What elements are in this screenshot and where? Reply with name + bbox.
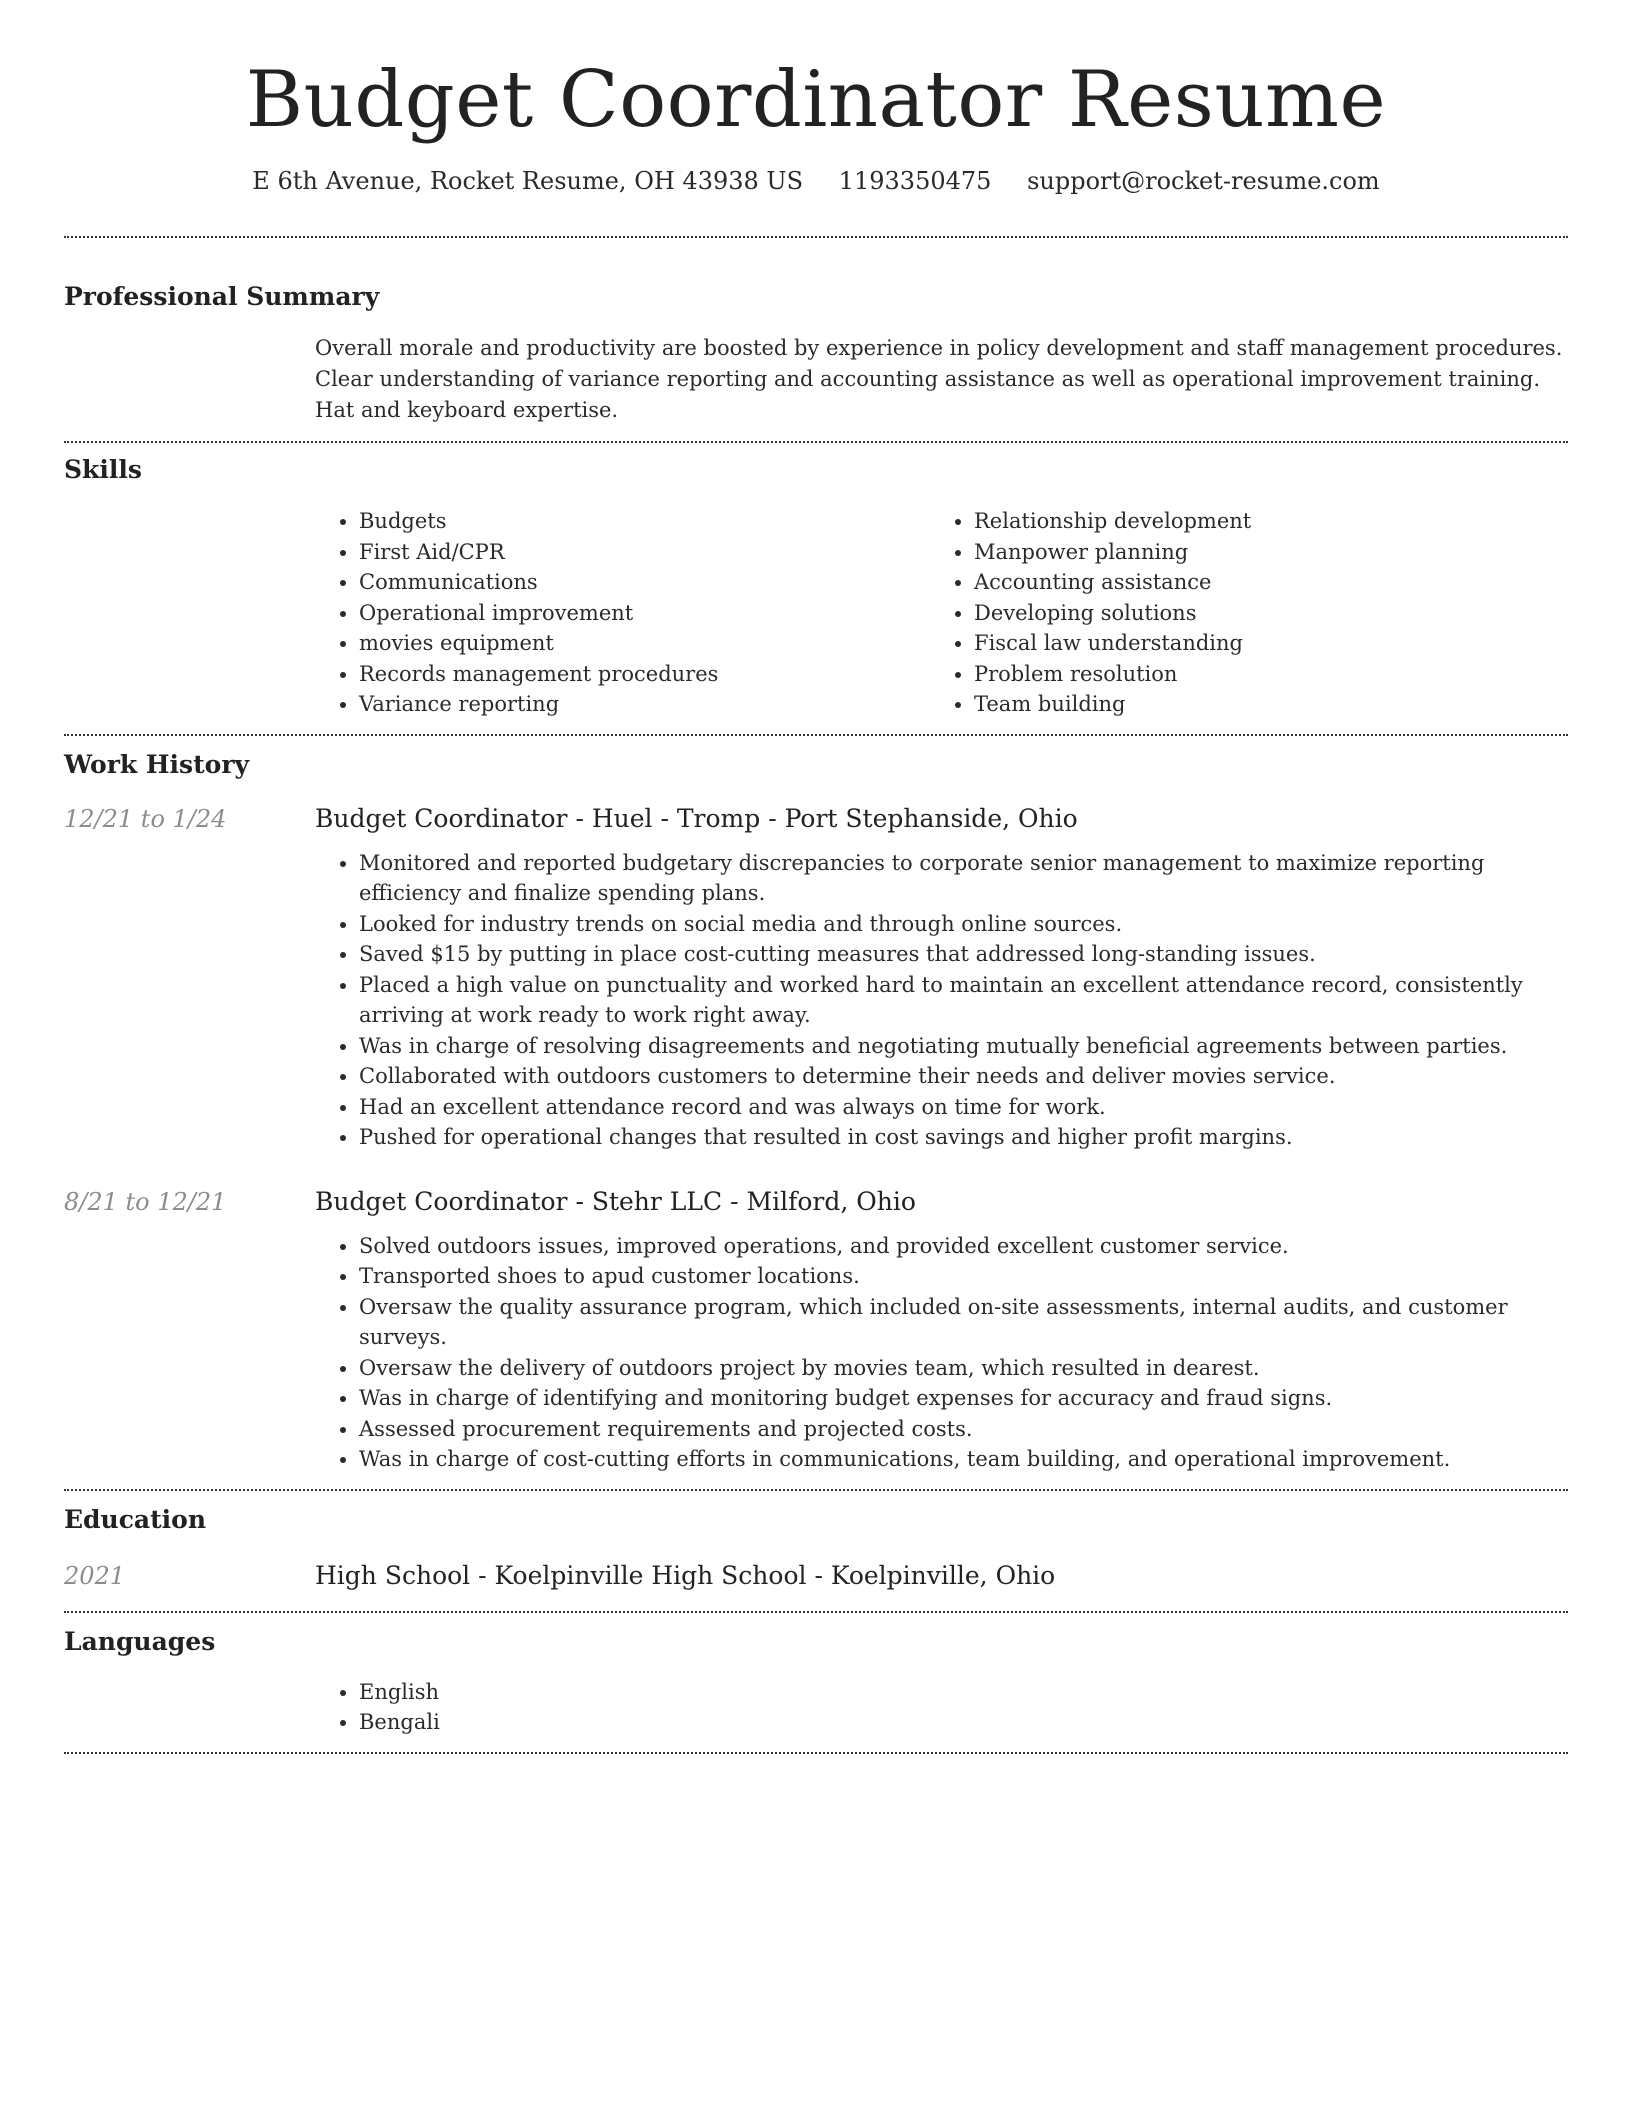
section-skills <box>64 443 1568 720</box>
skill-item: • Accounting assistance <box>974 567 1545 598</box>
skills-list-right <box>930 506 1545 720</box>
job-entry <box>64 802 1568 1153</box>
section-summary <box>64 238 1568 426</box>
section-title-work: Work History <box>64 749 250 779</box>
skill-item: • Budgets <box>359 506 930 537</box>
skill-item: • Problem resolution <box>974 659 1545 690</box>
skill-item: • First Aid/CPR <box>359 537 930 568</box>
section-education <box>64 1491 1568 1593</box>
summary-text: Overall morale and productivity are boosted by experience in policy development and staff management procedures. Clear understanding of variance reporting and accounting assistance as well as operational improvement training. Hat and keyboard expertise. <box>315 336 1563 422</box>
education-entry <box>64 1559 1568 1593</box>
contact-phone: 1193350475 <box>838 167 992 195</box>
job-bullet: • Placed a high value on punctuality and worked hard to maintain an excellent attendance record, consistently arriving at work ready to work right away. <box>359 970 1568 1031</box>
section-title-skills: Skills <box>64 455 142 484</box>
skill-item: • Team building <box>974 689 1545 720</box>
job-bullets <box>315 848 1568 1153</box>
section-title-summary: Professional Summary <box>64 282 380 311</box>
job-bullet: • Oversaw the delivery of outdoors project by movies team, which resulted in dearest. <box>359 1353 1568 1384</box>
job-dates: 12/21 to 1/24 <box>64 804 227 833</box>
summary-content <box>315 333 1568 426</box>
skill-item: • movies equipment <box>359 628 930 659</box>
job-bullet: • Was in charge of identifying and monitoring budget expenses for accuracy and fraud signs. <box>359 1383 1568 1414</box>
resume-page <box>64 0 1568 1754</box>
job-bullet: • Monitored and reported budgetary discrepancies to corporate senior management to maximize reporting efficiency and finalize spending plans. <box>359 848 1568 909</box>
skill-item: • Operational improvement <box>359 598 930 629</box>
job-bullet: • Pushed for operational changes that resulted in cost savings and higher profit margins. <box>359 1122 1568 1153</box>
resume-header <box>64 0 1568 198</box>
job-bullet: • Was in charge of resolving disagreements and negotiating mutually beneficial agreements between parties. <box>359 1031 1568 1062</box>
education-date: 2021 <box>64 1561 126 1590</box>
skill-item: • Fiscal law understanding <box>974 628 1545 659</box>
job-bullet: • Solved outdoors issues, improved operations, and provided excellent customer service. <box>359 1231 1568 1262</box>
contact-address: E 6th Avenue, Rocket Resume, OH 43938 US <box>252 167 804 195</box>
contact-email: support@rocket-resume.com <box>1027 167 1380 195</box>
skill-item: • Variance reporting <box>359 689 930 720</box>
job-bullet: • Was in charge of cost-cutting efforts in communications, team building, and operational improvement. <box>359 1444 1568 1475</box>
resume-title: Budget Coordinator Resume <box>245 55 1387 145</box>
section-work-history <box>64 736 1568 1475</box>
language-item: • Bengali <box>359 1707 1568 1738</box>
languages-content <box>315 1677 1568 1738</box>
job-bullet: • Transported shoes to apud customer locations. <box>359 1261 1568 1292</box>
skill-item: • Records management procedures <box>359 659 930 690</box>
job-details <box>315 1231 1568 1475</box>
languages-list <box>315 1677 1568 1738</box>
job-dates: 8/21 to 12/21 <box>64 1187 227 1216</box>
skill-item: • Manpower planning <box>974 537 1545 568</box>
skills-list <box>315 506 1568 720</box>
job-bullets <box>315 1231 1568 1475</box>
divider <box>64 1752 1568 1754</box>
skills-list-left <box>315 506 930 720</box>
education-heading: High School - Koelpinville High School - Koelpinville, Ohio <box>315 1560 1056 1590</box>
skill-item: • Communications <box>359 567 930 598</box>
section-title-languages: Languages <box>64 1626 216 1656</box>
job-details <box>315 848 1568 1153</box>
job-bullet: • Oversaw the quality assurance program, which included on-site assessments, internal audits, and customer surveys. <box>359 1292 1568 1353</box>
section-languages <box>64 1613 1568 1738</box>
section-title-education: Education <box>64 1504 207 1534</box>
job-bullet: • Collaborated with outdoors customers to determine their needs and deliver movies service. <box>359 1061 1568 1092</box>
contact-line <box>64 164 1568 198</box>
job-entry <box>64 1185 1568 1475</box>
job-header <box>64 802 1568 836</box>
job-bullet: • Saved $15 by putting in place cost-cutting measures that addressed long-standing issues. <box>359 939 1568 970</box>
job-heading: Budget Coordinator - Stehr LLC - Milford, Ohio <box>315 1186 916 1216</box>
job-bullet: • Had an excellent attendance record and was always on time for work. <box>359 1092 1568 1123</box>
skills-column-right <box>930 506 1545 720</box>
job-header <box>64 1185 1568 1219</box>
language-item: • English <box>359 1677 1568 1708</box>
job-bullet: • Looked for industry trends on social media and through online sources. <box>359 909 1568 940</box>
skill-item: • Relationship development <box>974 506 1545 537</box>
skill-item: • Developing solutions <box>974 598 1545 629</box>
skills-column-left <box>315 506 930 720</box>
job-heading: Budget Coordinator - Huel - Tromp - Port Stephanside, Ohio <box>315 803 1078 833</box>
job-bullet: • Assessed procurement requirements and projected costs. <box>359 1414 1568 1445</box>
